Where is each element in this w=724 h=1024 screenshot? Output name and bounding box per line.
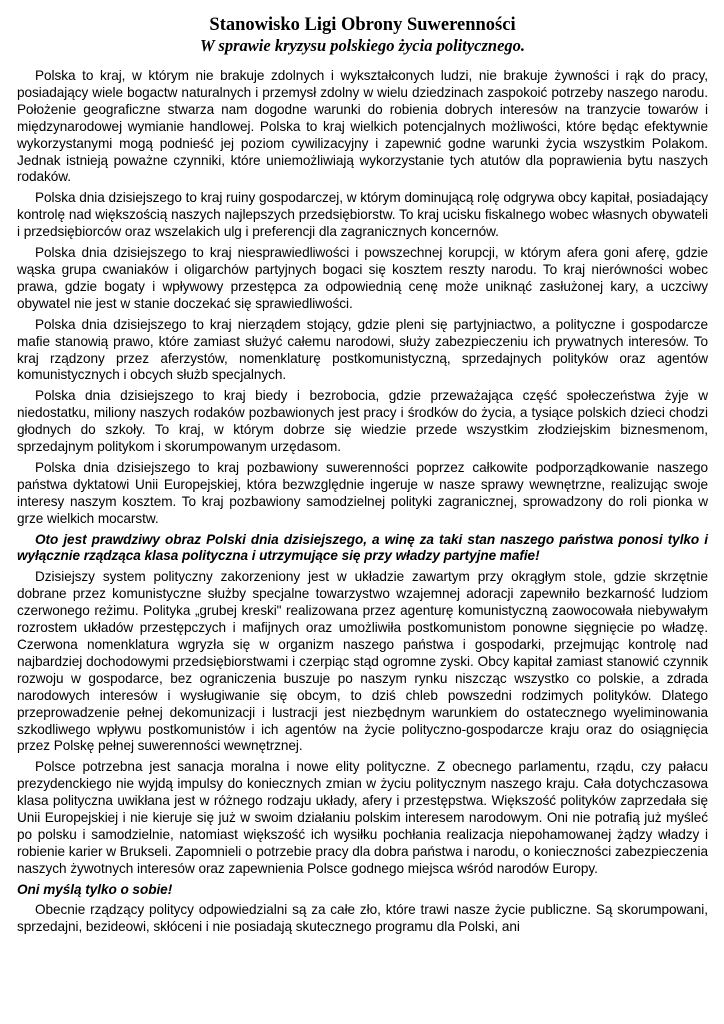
paragraph: Polsce potrzebna jest sanacja moralna i nowe elity polityczne. Z obecnego parlamentu, rządu, czy pałacu prezydenckiego nie wyjdą impulsy do koniecznych zmian w życiu politycznym naszego kraju. Cała dotychczasowa klasa polityczna uwikłana jest w różnego rodzaju układy, afery i przestępstwa. Większość polityków zaprzedała się Unii Europejskiej i nie kieruje się już w swoim działaniu polskim interesem narodowym. Oni nie potrafią już myśleć po polsku i samodzielnie, natomiast większość ich wysiłku pochłania realizacja niepohamowanej żądzy władzy i robienie karier w Brukseli. Zapomnieli o potrzebie pracy dla dobra państwa i narodu, o konieczności zabezpieczenia naszych żywotnych interesów oraz zapewnienia Polsce godnego miejsca wśród narodów Europy.: [17, 759, 708, 876]
document-subtitle: W sprawie kryzysu polskiego życia politycznego.: [199, 36, 526, 55]
paragraph: Polska dnia dzisiejszego to kraj nierządem stojący, gdzie pleni się partyjniactwo, a polityczne i gospodarcze mafie stanowią prawo, które zamiast służyć całemu narodowi, służy zabezpieczeniu ich prywatnych interesów. To kraj rządzony przez aferzystów, nomenklaturę postkomunistyczną, sprzedajnych polityków oraz agentów komunistycznych i obcych służb specjalnych.: [17, 316, 708, 383]
paragraph: Polska dnia dzisiejszego to kraj niesprawiedliwości i powszechnej korupcji, w którym afera goni aferę, gdzie wąska grupa cwaniaków i oligarchów partyjnych bogaci się kosztem reszty narodu. To kraj nierówności wobec prawa, gdzie bogaty i wpływowy przestępca za odpowiednią cenę może uniknąć zasłużonej kary, a uczciwy obywatel nie jest w stanie doczekać się sprawiedliwości.: [17, 245, 708, 311]
emphasis-line: Oni myślą tylko o sobie!: [17, 881, 173, 897]
document-title: Stanowisko Ligi Obrony Suwerenności: [209, 15, 516, 35]
paragraph: Polska dnia dzisiejszego to kraj ruiny gospodarczej, w którym dominującą rolę odgrywa obcy kapitał, posiadający kontrolę nad większością naszych najlepszych przedsiębiorstw. To kraj ucisku fiskalnego wobec własnych obywateli i przedsiębiorców oraz wszelakich ulg i preferencji dla zagranicznych koncernów.: [17, 190, 708, 240]
document-body: [17, 68, 708, 935]
paragraph: Dzisiejszy system polityczny zakorzeniony jest w układzie zawartym przy okrągłym stole, gdzie skrzętnie dobrane przez komunistyczne służby specjalne towarzystwo wzajemnej adoracji zapewniło bezkarność ludziom czerwonego reżimu. Polityka „grubej kreski" realizowana przez agenturę komunistyczną zaowocowała niebywałym rozrostem układów przestępczych i mafijnych oraz umożliwiła postkomunistom ponowne sięgnięcie po władzę. Czerwona nomenklatura wgryzła się w organizm naszego państwa i gospodarki, przejmując kontrolę nad najbardziej dochodowymi przedsiębiorstwami i czerpiąc stąd ogromne zyski. Obcy kapitał zamiast stanowić czynnik rozwoju w gospodarce, bez ograniczenia buszuje po naszym rynku niszcząc wszystko co polskie, a zdrada narodowych interesów i wysługiwanie się obcym, to dziś chleb powszedni rodzimych polityków. Dlatego przeprowadzenie pełnej dekomunizacji i lustracji jest niezbędnym warunkiem do ostatecznego wyeliminowania szkodliwego wpływu postkomunistów i ich agentów na życie polityczno-gospodarcze kraju oraz do osiągnięcia przez Polskę pełnej suwerenności wewnętrznej.: [17, 569, 708, 754]
paragraph: Polska to kraj, w którym nie brakuje zdolnych i wykształconych ludzi, nie brakuje żywności i rąk do pracy, posiadający wiele bogactw naturalnych i przemysł zdolny w wielu dziedzinach zaspokoić potrzeby naszego narodu. Położenie geograficzne stwarza nam dogodne warunki do robienia dobrych interesów na tranzycie towarów i międzynarodowej wymianie handlowej. Polska to kraj wielkich potencjalnych możliwości, które będąc efektywnie wykorzystanymi mogą podnieść jej poziom cywilizacyjny i zapewnić godne warunki życia wszystkim Polakom. Jednak istnieją poważne czynniki, które uniemożliwiają wykorzystanie tych atutów dla poprawienia bytu naszych rodaków.: [17, 68, 708, 185]
emphasis-paragraph: Oto jest prawdziwy obraz Polski dnia dzisiejszego, a winę za taki stan naszego państwa ponosi tylko i wyłącznie rządząca klasa polityczna i utrzymujące się przy władzy partyjne mafie!: [17, 531, 708, 564]
paragraph: Polska dnia dzisiejszego to kraj biedy i bezrobocia, gdzie przeważająca część społeczeństwa żyje w niedostatku, miliony naszych rodaków pozbawionych jest pracy i środków do życia, a tysiące polskich dzieci chodzi głodnych do szkoły. To kraj, w którym dobrze się wiedzie przede wszystkim złodziejskim biznesmenom, sprzedajnym politykom i skorumpowanym urzędasom.: [17, 388, 708, 455]
paragraph: Obecnie rządzący politycy odpowiedzialni są za całe zło, które trawi nasze życie publiczne. Są skorumpowani, sprzedajni, bezideowi, skłóceni i nie posiadają skutecznego programu dla Polski, ani: [17, 901, 708, 934]
paragraph: Polska dnia dzisiejszego to kraj pozbawiony suwerenności poprzez całkowite podporządkowanie naszego państwa dyktatowi Unii Europejskiej, która bezwzględnie ingeruje w nasze sprawy wewnętrzne, realizując swoje interesy naszym kosztem. To kraj pozbawiony samodzielnej polityki zagranicznej, sprowadzony do roli pionka w grze wielkich mocarstw.: [17, 459, 708, 526]
